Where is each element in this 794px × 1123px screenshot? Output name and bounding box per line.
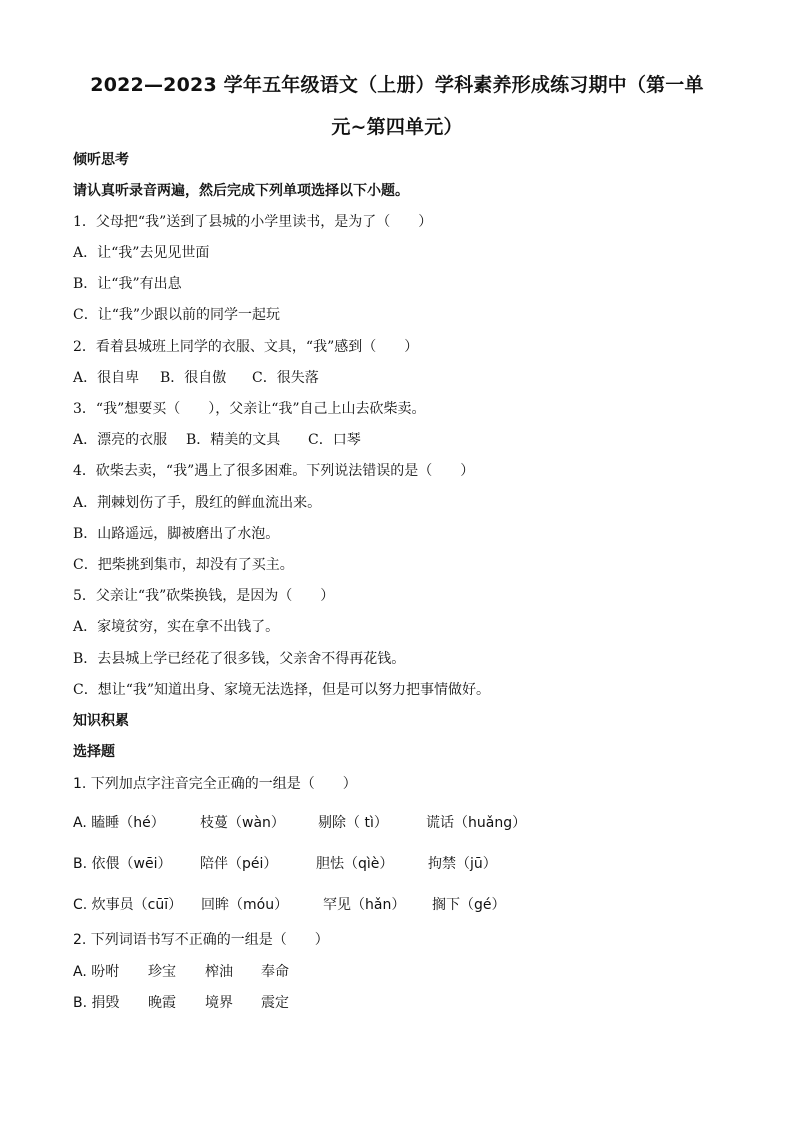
pinyin-item: 陪伴（péi） <box>200 856 278 872</box>
question-2-option-b: B．很自傲 <box>160 370 227 386</box>
question-3: 3．“我”想要买（ ），父亲让“我”自己上山去砍柴卖。 <box>73 401 426 417</box>
question-5: 5．父亲让“我”砍柴换钱，是因为（ ） <box>73 588 335 604</box>
word-item: 榨油 <box>205 964 233 980</box>
question-2-options <box>73 368 319 388</box>
word-item: 珍宝 <box>148 964 176 980</box>
pinyin-item: 搁下（gé） <box>432 897 506 913</box>
instruction-text: 请认真听录音两遍，然后完成下列单项选择以下小题。 <box>73 183 409 199</box>
question-4-option-b: B．山路遥远，脚被磨出了水泡。 <box>73 526 280 542</box>
choice-question-2: 2. 下列词语书写不正确的一组是（ ） <box>73 932 329 948</box>
document-title-line-2: 元~第四单元） <box>331 116 463 138</box>
section-heading-listening: 倾听思考 <box>73 152 129 168</box>
question-5-option-a: A．家境贫穷，实在拿不出钱了。 <box>73 619 280 635</box>
question-3-option-c: C．口琴 <box>308 432 361 448</box>
question-2-option-a: A．很自卑 <box>73 370 140 386</box>
question-4-option-c: C．把柴挑到集市，却没有了买主。 <box>73 557 294 573</box>
question-1-option-b: B．让“我”有出息 <box>73 276 182 292</box>
choice-question-1-row-c <box>0 894 794 916</box>
word-item: B. 捐毁 <box>73 995 120 1011</box>
choice-question-1: 1. 下列加点字注音完全正确的一组是（ ） <box>73 776 357 792</box>
question-3-option-a: A．漂亮的衣服 <box>73 432 168 448</box>
question-5-option-c: C．想让“我”知道出身、家境无法选择，但是可以努力把事情做好。 <box>73 682 491 698</box>
question-1-option-a: A．让“我”去见见世面 <box>73 245 210 261</box>
pinyin-item: 罕见（hǎn） <box>323 897 406 913</box>
document-title-line-1: 2022—2023 学年五年级语文（上册）学科素养形成练习期中（第一单 <box>90 74 704 96</box>
pinyin-item: 拘禁（jū） <box>428 856 497 872</box>
word-item: A. 吩咐 <box>73 964 120 980</box>
question-4: 4．砍柴去卖，“我”遇上了很多困难。下列说法错误的是（ ） <box>73 463 475 479</box>
pinyin-item: 枝蔓（wàn） <box>200 815 285 831</box>
pinyin-item: 剔除（ tì） <box>318 815 388 831</box>
question-4-option-a: A．荆棘划伤了手，殷红的鲜血流出来。 <box>73 495 322 511</box>
word-item: 奉命 <box>261 964 289 980</box>
choice-question-2-row-b <box>0 992 794 1014</box>
question-2-option-c: C．很失落 <box>252 370 319 386</box>
question-5-option-b: B．去县城上学已经花了很多钱，父亲舍不得再花钱。 <box>73 651 406 667</box>
section-heading-knowledge: 知识积累 <box>73 713 129 729</box>
question-1: 1．父母把“我”送到了县城的小学里读书，是为了（ ） <box>73 214 433 230</box>
question-2: 2．看着县城班上同学的衣服、文具，“我”感到（ ） <box>73 339 419 355</box>
pinyin-item: 谎话（huǎng） <box>426 815 527 831</box>
choice-question-1-row-a <box>0 812 794 834</box>
question-3-options <box>73 430 361 450</box>
question-3-option-b: B．精美的文具 <box>186 432 281 448</box>
question-1-option-c: C．让“我”少跟以前的同学一起玩 <box>73 307 281 323</box>
pinyin-item: A. 瞌睡（hé） <box>73 815 165 831</box>
word-item: 境界 <box>205 995 233 1011</box>
pinyin-item: 胆怯（qìè） <box>316 856 394 872</box>
section-heading-choice: 选择题 <box>73 744 115 760</box>
pinyin-item: C. 炊事员（cūī） <box>73 897 183 913</box>
word-item: 震定 <box>261 995 289 1011</box>
choice-question-2-row-a <box>0 961 794 983</box>
pinyin-item: 回眸（móu） <box>201 897 289 913</box>
word-item: 晚霞 <box>148 995 176 1011</box>
choice-question-1-row-b <box>0 853 794 875</box>
pinyin-item: B. 依偎（wēi） <box>73 856 172 872</box>
